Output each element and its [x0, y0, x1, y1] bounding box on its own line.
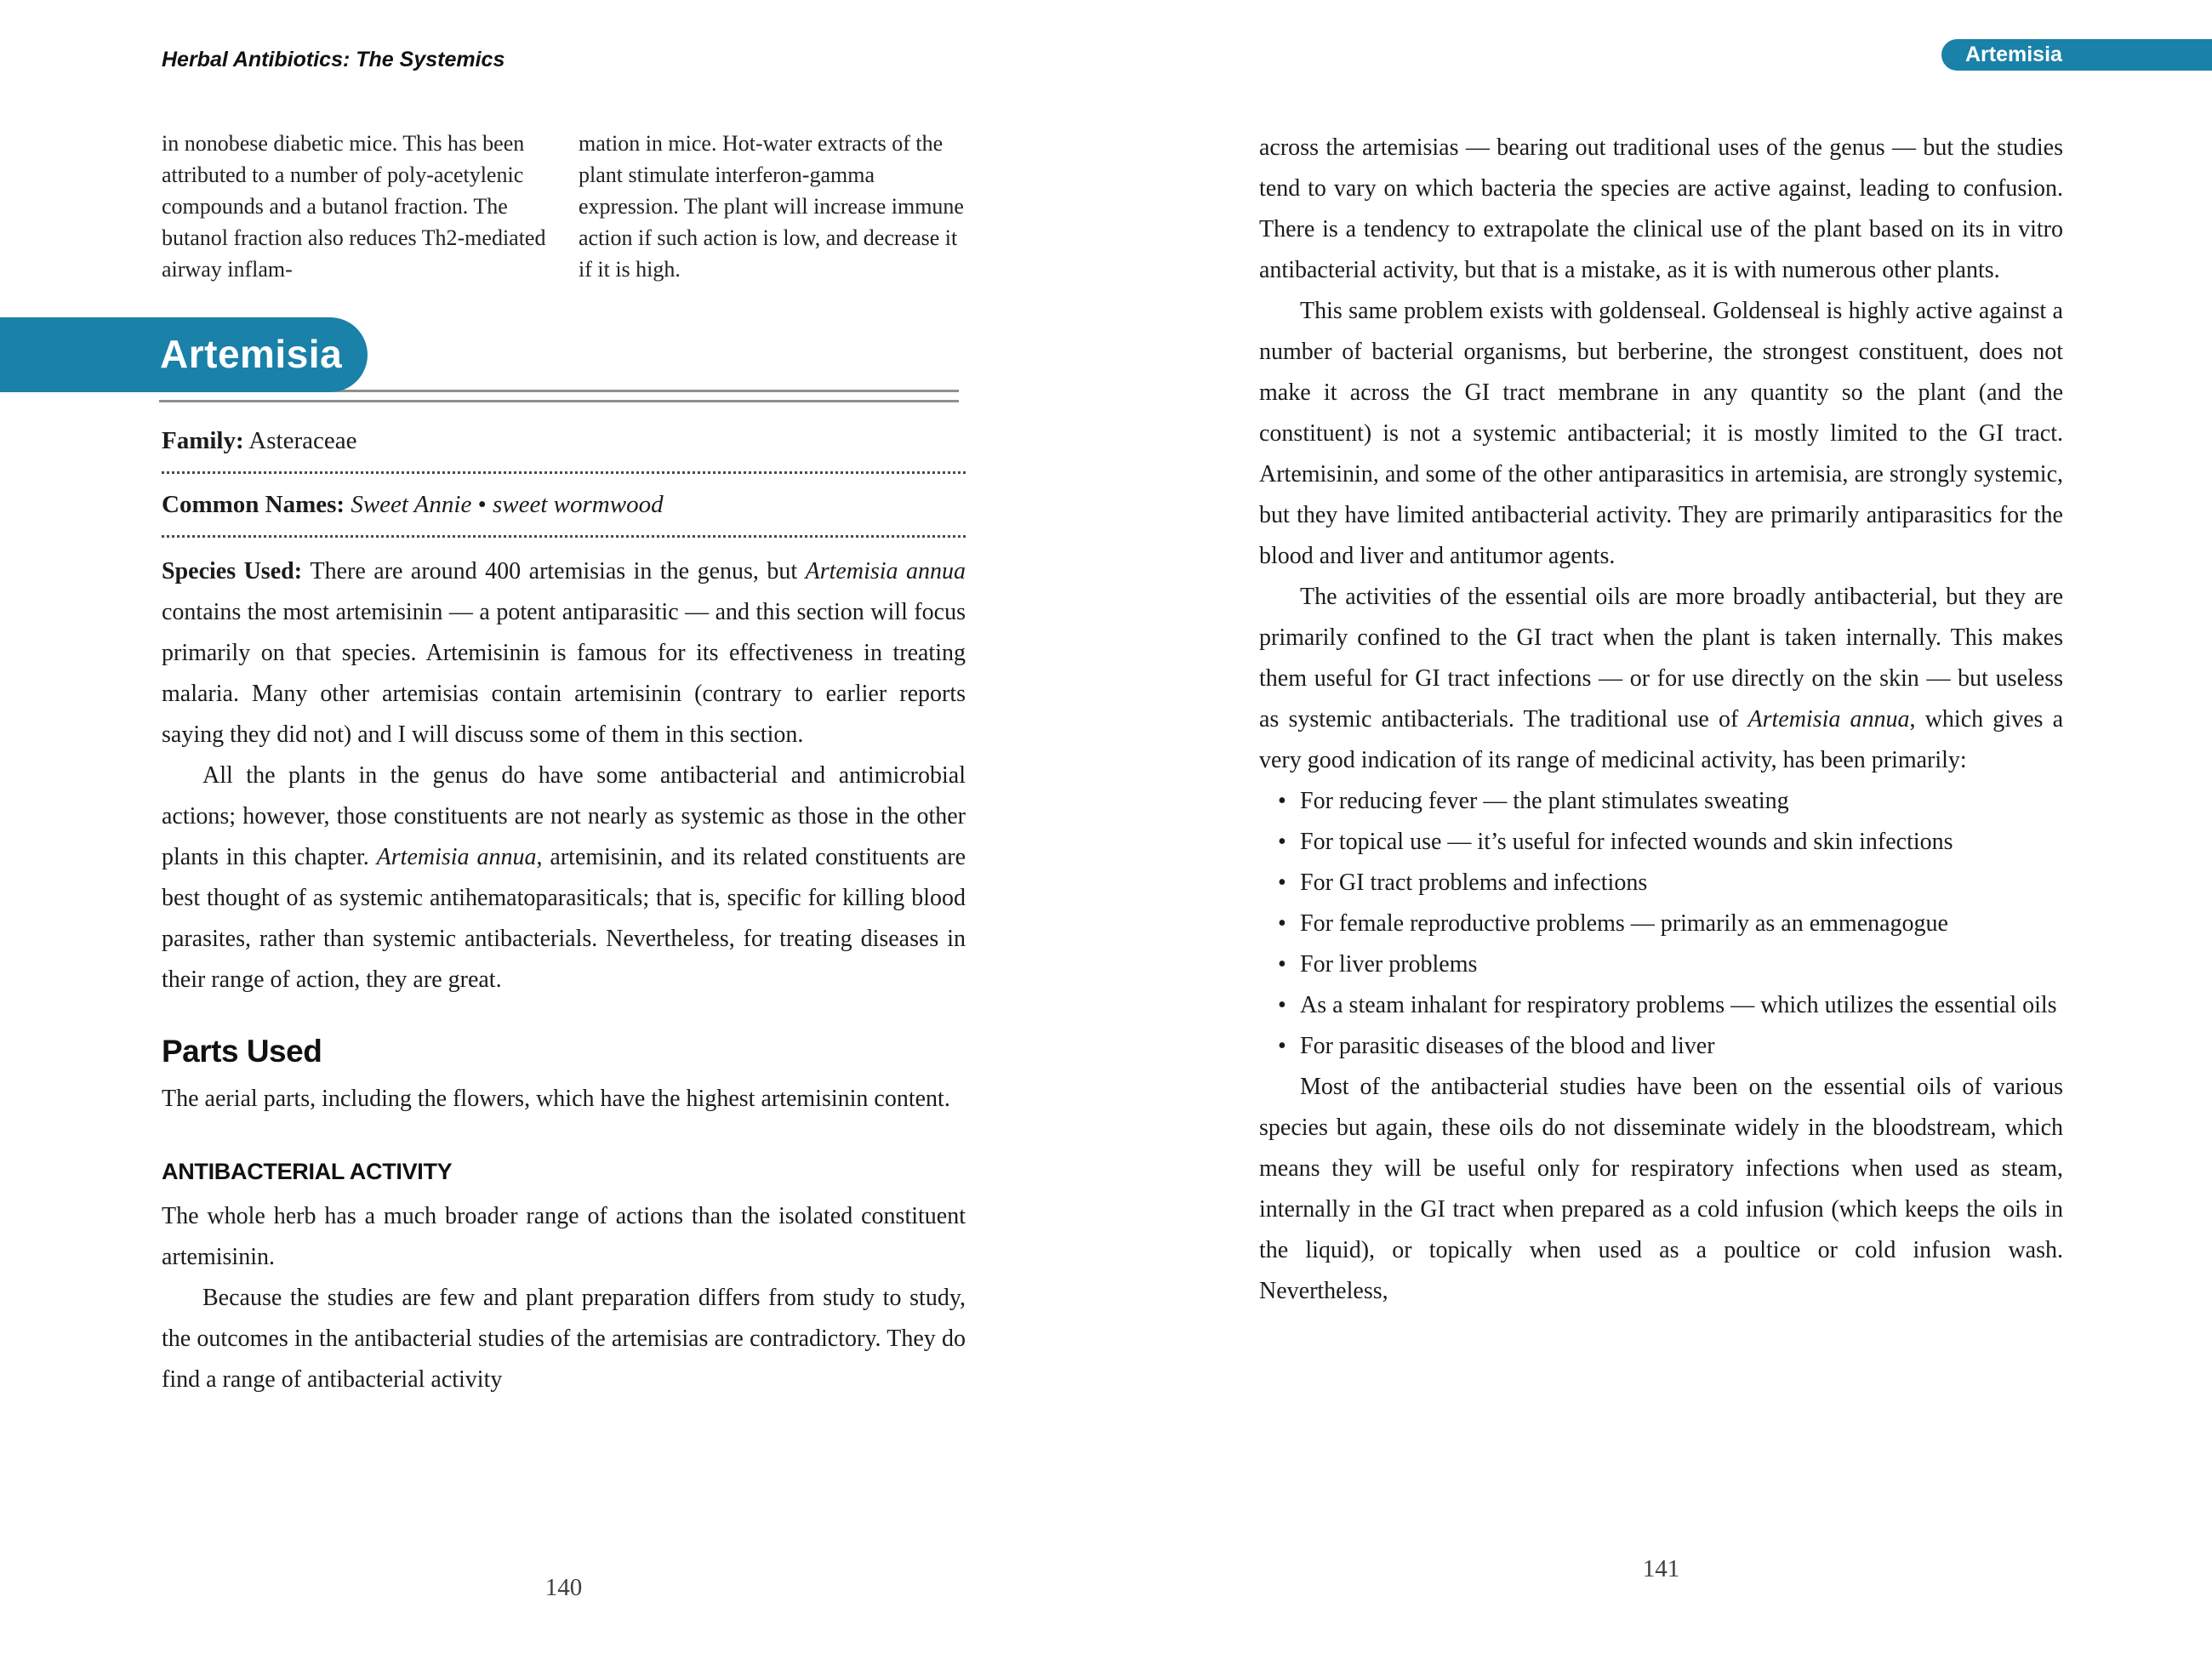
left-page-body: [162, 424, 966, 1400]
section-banner: [0, 317, 368, 392]
body-paragraph: The activities of the essential oils are more broadly antibacterial, but they are primarily confined to the GI tract when the plant is taken internally. This makes them useful for GI tract infections — or for use directly on the skin — but useless as systemic antibacterials. The traditional use of Artemisia annua, which gives a very good indication of its range of medicinal activity, has been primarily:: [1259, 584, 2064, 773]
list-item: • For reducing fever — the plant stimulates sweating: [1259, 781, 2063, 822]
body-paragraph: across the artemisias — bearing out traditional uses of the genus — but the studies tend to vary on which bacteria the species are active against, leading to confusion. There is a tendency to extrapolate the clinical use of the plant based on its in vitro antibacterial activity, but that is a mistake, as it is with numerous other plants.: [1259, 134, 2063, 283]
right-page-body: [1259, 128, 2063, 1312]
traditional-uses-list: [1259, 781, 2063, 1067]
parts-used-heading: Parts Used: [162, 1034, 322, 1069]
list-item: • As a steam inhalant for respiratory problems — which utilizes the essential oils: [1259, 985, 2063, 1026]
dotted-rule: [162, 471, 966, 474]
dotted-rule: [162, 535, 966, 538]
family-value: Asteraceae: [243, 427, 357, 454]
body-paragraph: Most of the antibacterial studies have been on the essential oils of various species but again, these oils do not disseminate widely in the bloodstream, which means they will be useful only for respiratory infections when used as steam, internally in the GI tract when prepared as a cold infusion (which keeps the oils in the liquid), or topically when used as a poultice or cold infusion wash. Nevertheless,: [1259, 1074, 2063, 1304]
page-number-left: 140: [544, 1574, 583, 1601]
common-names-label: Common Names:: [162, 491, 345, 518]
list-item: • For topical use — it’s useful for infected wounds and skin infections: [1259, 822, 2063, 863]
section-banner-title: Artemisia: [160, 332, 343, 376]
list-item: • For GI tract problems and infections: [1259, 863, 2063, 904]
antibacterial-paragraph-1: The whole herb has a much broader range of actions than the isolated constituent artemisinin.: [162, 1203, 966, 1270]
family-label: Family:: [162, 427, 244, 454]
antibacterial-activity-heading: ANTIBACTERIAL ACTIVITY: [162, 1159, 453, 1184]
list-item: • For liver problems: [1259, 944, 2063, 985]
species-used-paragraph: Species Used: There are around 400 artemisias in the genus, but Artemisia annua contains the most artemisinin — a potent antiparasitic — and this section will focus primarily on that species. Artemisinin is famous for its effectiveness in treating malaria. Many other artemisias contain artemisinin (contrary to earlier reports saying they did not) and I will discuss some of them in this section.: [162, 558, 966, 748]
body-paragraph: This same problem exists with goldenseal. Goldenseal is highly active against a number of bacterial organisms, but berberine, the strongest constituent, does not make it across the GI tract membrane in any quantity so the plant (and the constituent) is not a systemic antibacterial; it is mostly limited to the GI tract. Artemisinin, and some of the other antiparasitics in artemisia, are strongly systemic, but they have limited antibacterial activity. They are primarily antiparasitics for the blood and liver and antitumor agents.: [1259, 298, 2063, 569]
antibacterial-paragraph-2: Because the studies are few and plant preparation differs from study to study, the outcomes in the antibacterial studies of the artemisias are contradictory. They do find a range of antibacterial activity: [162, 1285, 966, 1393]
running-head: Herbal Antibiotics: The Systemics: [162, 48, 505, 71]
intro-column-1: in nonobese diabetic mice. This has been attributed to a number of poly-acetylenic compounds and a butanol fraction. The butanol fraction also reduces Th2-mediated airway inflam-: [162, 131, 546, 282]
list-item: • For parasitic diseases of the blood and liver: [1259, 1026, 2063, 1067]
header-tab: [1941, 39, 2212, 71]
page-number-right: 141: [1642, 1555, 1680, 1582]
body-paragraph: All the plants in the genus do have some antibacterial and antimicrobial actions; however, those constituents are not nearly as systemic as those in the other plants in this chapter. Artemisia annua, artemisinin, and its related constituents are best thought of as systemic antihematoparasiticals; that is, specific for killing blood parasites, rather than systemic antibacterials. Nevertheless, for treating diseases in their range of action, they are great.: [162, 762, 966, 993]
intro-two-column-text: [162, 128, 966, 285]
parts-used-paragraph: The aerial parts, including the flowers, which have the highest artemisinin content.: [162, 1086, 950, 1112]
intro-column-2: mation in mice. Hot-water extracts of the plant stimulate interferon-gamma expression. The plant will increase immune action if such action is low, and decrease it if it is high.: [579, 131, 964, 282]
list-item: • For female reproductive problems — primarily as an emmenagogue: [1259, 904, 2063, 944]
family-row: [162, 424, 966, 458]
double-rule-bottom: [159, 400, 959, 402]
header-tab-title: Artemisia: [1965, 43, 2062, 66]
common-names-value: Sweet Annie • sweet wormwood: [351, 491, 664, 518]
common-names-row: [162, 487, 966, 522]
